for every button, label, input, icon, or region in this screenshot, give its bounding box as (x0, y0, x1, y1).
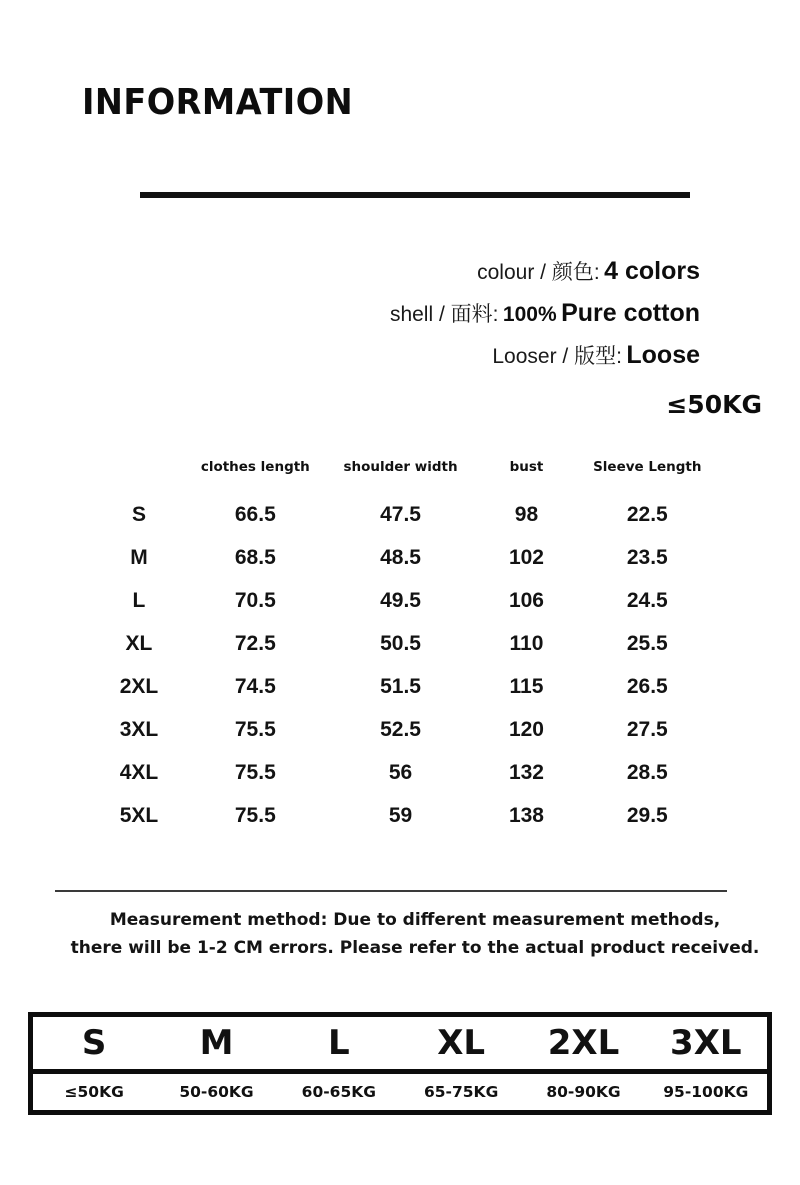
cell-size: M (130, 545, 148, 569)
size-bar-size: M (199, 1023, 234, 1063)
cell-length: 70.5 (234, 588, 276, 612)
table-row (95, 708, 715, 751)
size-bar-size: S (81, 1023, 107, 1063)
info-line-shell (0, 298, 740, 328)
size-bar-weight: 95-100KG (663, 1083, 749, 1101)
cell-length: 74.5 (234, 674, 276, 698)
cell-length: 75.5 (234, 717, 276, 741)
cell-sleeve: 26.5 (626, 674, 668, 698)
cell-size: 2XL (119, 674, 159, 698)
table-row (95, 751, 715, 794)
cell-shoulder: 47.5 (380, 502, 421, 526)
cell-size: S (131, 502, 146, 526)
cell-length: 75.5 (234, 760, 276, 784)
info-label-colour: colour / 颜色: (477, 261, 600, 284)
header-shoulder-width: shoulder width (343, 459, 458, 475)
size-bar-size: 2XL (547, 1023, 620, 1063)
header-sleeve-length: Sleeve Length (593, 459, 702, 475)
cell-bust: 120 (508, 717, 544, 741)
table-row (95, 493, 715, 536)
table-row (95, 794, 715, 837)
cell-shoulder: 56 (388, 760, 413, 784)
cell-size: 5XL (119, 803, 159, 827)
cell-length: 72.5 (234, 631, 276, 655)
cell-bust: 102 (508, 545, 544, 569)
cell-sleeve: 29.5 (626, 803, 668, 827)
measurement-note (55, 906, 775, 962)
info-value-fit: Loose (626, 341, 700, 369)
table-row (95, 665, 715, 708)
note-divider (55, 890, 727, 892)
size-chart-header-row (95, 458, 715, 493)
cell-bust: 132 (508, 760, 544, 784)
cell-size: XL (125, 631, 153, 655)
info-value-shell: Pure cotton (561, 299, 700, 327)
table-row (95, 579, 715, 622)
cell-length: 75.5 (234, 803, 276, 827)
weight-note: ≤50KG (666, 390, 762, 419)
size-bar-weights-row (33, 1074, 767, 1110)
info-label-shell: shell / 面料: (389, 303, 499, 326)
size-bar-weight: 80-90KG (546, 1083, 621, 1101)
header-size (95, 458, 183, 493)
size-bar-size: XL (437, 1023, 486, 1063)
cell-length: 66.5 (234, 502, 276, 526)
table-row (95, 622, 715, 665)
size-bar-size: L (327, 1023, 350, 1063)
size-bar-sizes-row (33, 1017, 767, 1069)
cell-sleeve: 28.5 (626, 760, 668, 784)
table-row (95, 536, 715, 579)
size-bar-weight: ≤50KG (64, 1083, 124, 1101)
measurement-note-line2: there will be 1-2 CM errors. Please refer to the actual product received. (70, 938, 760, 959)
cell-sleeve: 25.5 (626, 631, 668, 655)
cell-sleeve: 22.5 (626, 502, 668, 526)
size-weight-bar (28, 1012, 772, 1115)
info-value-colour: 4 colors (604, 257, 700, 285)
cell-size: 4XL (119, 760, 159, 784)
cell-size: L (132, 588, 146, 612)
size-bar-weight: 60-65KG (301, 1083, 376, 1101)
cell-bust: 98 (514, 502, 539, 526)
cell-shoulder: 48.5 (380, 545, 421, 569)
cell-length: 68.5 (234, 545, 276, 569)
cell-sleeve: 23.5 (626, 545, 668, 569)
title-divider (140, 192, 690, 198)
cell-sleeve: 24.5 (626, 588, 668, 612)
info-label-fit: Looser / 版型: (492, 345, 622, 368)
info-value-shell-percent: 100% (502, 303, 557, 326)
cell-shoulder: 51.5 (380, 674, 421, 698)
cell-bust: 106 (508, 588, 544, 612)
cell-shoulder: 59 (388, 803, 413, 827)
header-clothes-length: clothes length (200, 459, 310, 475)
cell-shoulder: 52.5 (380, 717, 421, 741)
size-bar-size: 3XL (670, 1023, 742, 1063)
cell-bust: 115 (509, 674, 544, 698)
cell-bust: 110 (509, 631, 544, 655)
size-bar-weight: 65-75KG (423, 1083, 499, 1101)
size-bar-weight: 50-60KG (179, 1083, 254, 1101)
cell-shoulder: 50.5 (380, 631, 421, 655)
page-title: INFORMATION (82, 82, 354, 123)
product-info-block (0, 256, 740, 382)
cell-size: 3XL (119, 717, 159, 741)
size-chart-table (95, 458, 715, 837)
cell-bust: 138 (508, 803, 544, 827)
header-bust: bust (509, 459, 544, 475)
measurement-note-line1: Measurement method: Due to different measurement methods, (109, 910, 721, 930)
info-line-fit (0, 340, 740, 370)
cell-shoulder: 49.5 (380, 588, 421, 612)
info-line-colour (0, 256, 740, 286)
cell-sleeve: 27.5 (626, 717, 668, 741)
